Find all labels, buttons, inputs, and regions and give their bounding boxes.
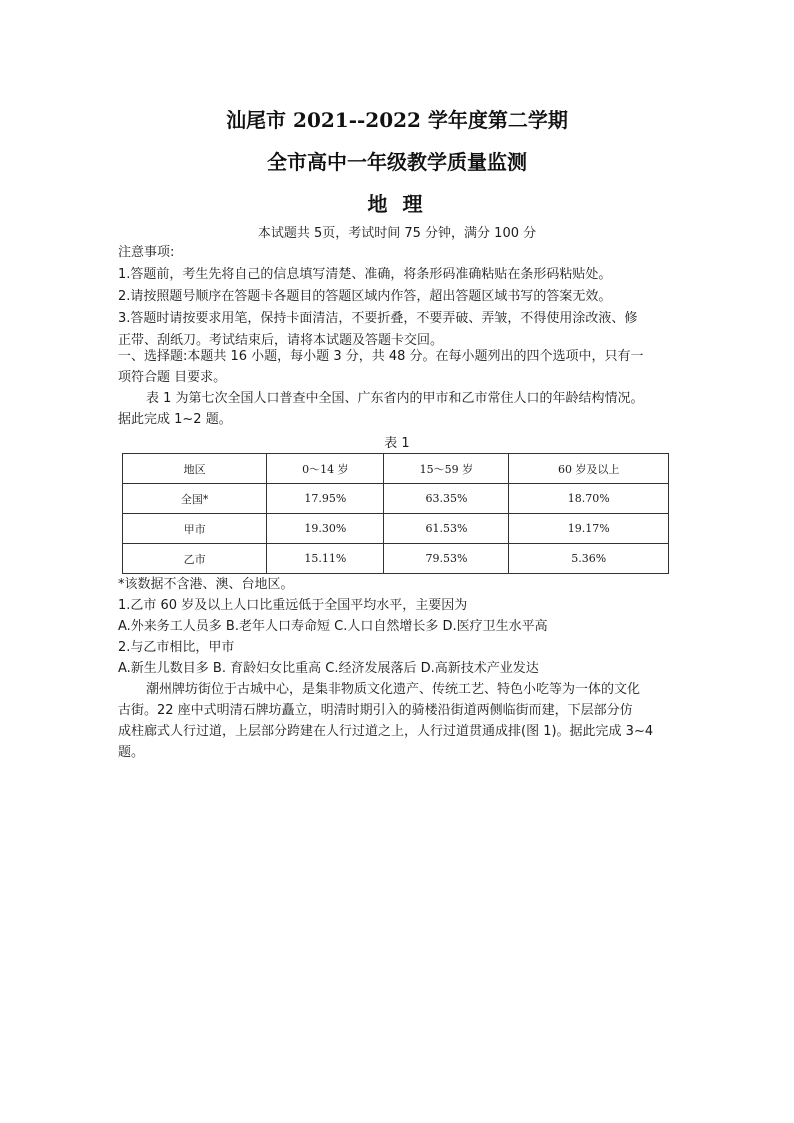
exam-subtitle: 全市高中一年级教学质量监测 (267, 150, 527, 174)
question-2-options: A.新生儿数目多 B. 育龄妇女比重高 C.经济发展落后 D.高新技术产业发达 (118, 661, 539, 676)
table-cell: 18.70% (509, 484, 669, 514)
notes-heading: 注意事项: (118, 245, 175, 260)
question-1-options: A.外来务工人员多 B.老年人口寿命短 C.人口自然增长多 D.医疗卫生水平高 (118, 619, 548, 634)
table-header-cell: 60 岁及以上 (509, 454, 669, 484)
table-cell: 15.11% (267, 544, 384, 574)
exam-info: 本试题共 5页，考试时间 75 分钟，满分 100 分 (257, 226, 537, 241)
table-footnote: *该数据不含港、澳、台地区。 (118, 577, 294, 592)
passage2-text: 潮州牌坊街位于古城中心，是集非物质文化遗产、传统工艺、特色小吃等为一体的文化 (146, 682, 641, 697)
question-1-stem: 1.乙市 60 岁及以上人口比重远低于全国平均水平，主要因为 (118, 598, 468, 613)
table-cell: 19.30% (267, 514, 384, 544)
subject-title: 地 理 (367, 192, 427, 216)
note-item-3-continued: 正带、刮纸刀。考试结束后，请将本试题及答题卡交回。 (118, 333, 444, 348)
table-row (123, 544, 669, 574)
table-cell: 5.36% (509, 544, 669, 574)
table-header-row (123, 454, 669, 484)
table-row (123, 484, 669, 514)
table-cell: 甲市 (123, 514, 267, 544)
note-item-3: 3.答题时请按要求用笔，保持卡面清洁，不要折叠，不要弄破、弄皱，不得使用涂改液、修 (118, 311, 638, 326)
table-cell: 乙市 (123, 544, 267, 574)
section-intro-continued: 项符合题 目要求。 (118, 370, 227, 385)
section-intro: 一、选择题:本题共 16 小题，每小题 3 分，共 48 分。在每小题列出的四个选项中，只有一 (118, 349, 644, 364)
table-header-cell: 地区 (123, 454, 267, 484)
table-caption: 表 1 (384, 436, 410, 451)
population-age-table (122, 453, 669, 574)
passage2-text-continued: 成柱廊式人行过道，上层部分跨建在人行过道之上，人行过道贯通成排(图 1)。据此完成 3~4 (118, 724, 654, 739)
table-cell: 61.53% (384, 514, 509, 544)
table-cell: 17.95% (267, 484, 384, 514)
note-item-1: 1.答题前，考生先将自己的信息填写清楚、准确，将条形码准确粘贴在条形码粘贴处。 (118, 267, 612, 282)
table-header-cell: 0～14 岁 (267, 454, 384, 484)
table-cell: 79.53% (384, 544, 509, 574)
passage1-text-continued: 据此完成 1~2 题。 (118, 412, 232, 427)
passage2-text-end: 题。 (118, 745, 145, 760)
question-2-stem: 2.与乙市相比，甲市 (118, 640, 235, 655)
table-cell: 63.35% (384, 484, 509, 514)
passage2-text-continued: 古街。22 座中式明清石牌坊矗立，明清时期引入的骑楼沿街道两侧临街而建，下层部分仿 (118, 703, 633, 718)
table-cell: 全国* (123, 484, 267, 514)
passage1-text: 表 1 为第七次全国人口普查中全国、广东省内的甲市和乙市常住人口的年龄结构情况。 (146, 391, 644, 406)
exam-title: 汕尾市 2021--2022 学年度第二学期 (226, 108, 568, 132)
table-cell: 19.17% (509, 514, 669, 544)
table-row (123, 514, 669, 544)
table-header-cell: 15～59 岁 (384, 454, 509, 484)
note-item-2: 2.请按照题号顺序在答题卡各题目的答题区域内作答，超出答题区域书写的答案无效。 (118, 289, 612, 304)
